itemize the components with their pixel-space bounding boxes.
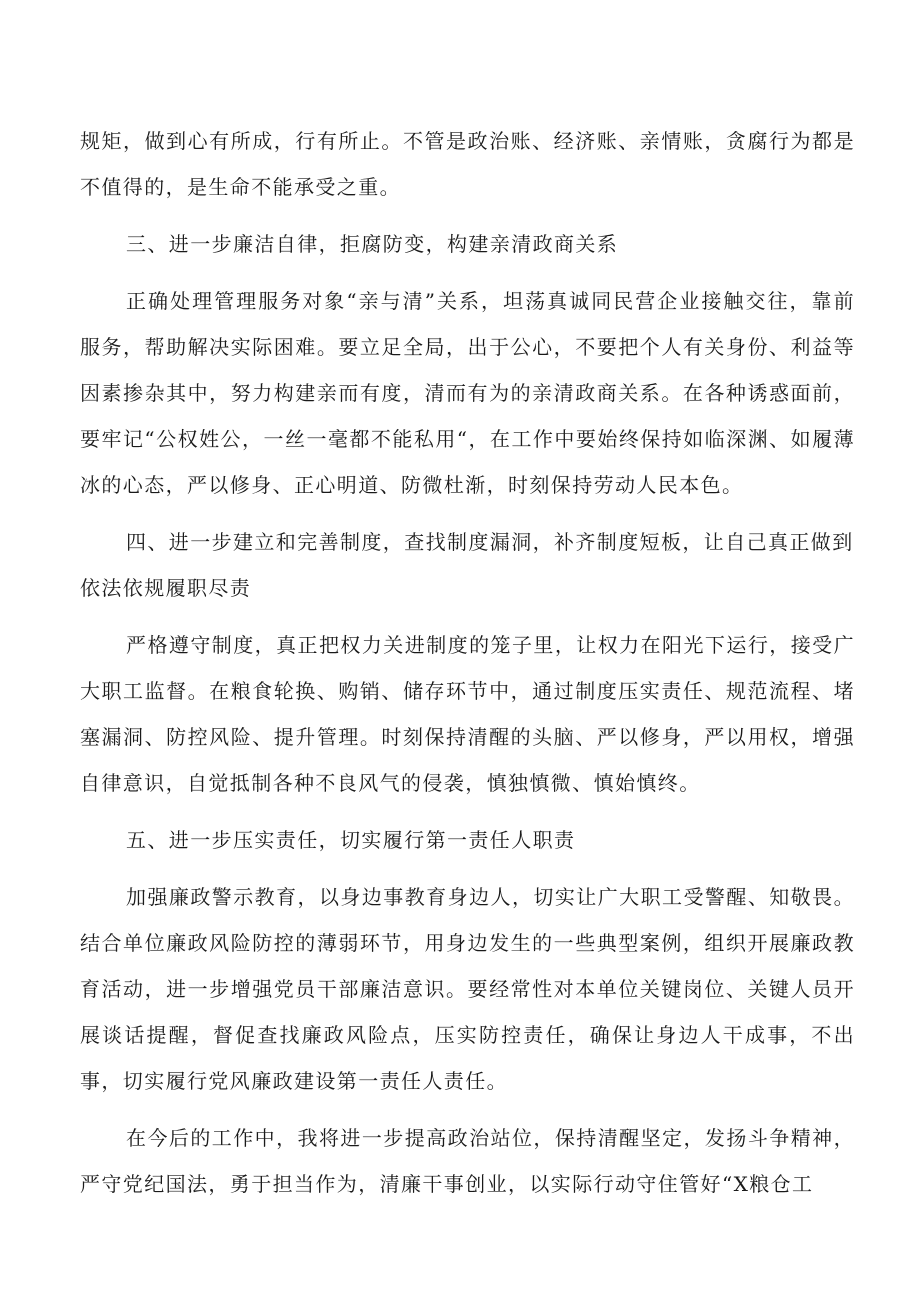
section-heading-3: 三、进一步廉洁自律，拒腐防变，构建亲清政商关系 — [126, 232, 619, 256]
body-paragraph-3: 严格遵守制度，真正把权力关进制度的笼子里，让权力在阳光下运行，接受广大职工监督。在粮食轮换、购销、储存环节中，通过制度压实责任、规范流程、堵塞漏洞、防控风险、提升管理。时刻保持清醒的头脑、严以修身，严以用权，增强自律意识，自觉抵制各种不良风气的侵袭，慎独慎微、慎始慎终。 — [80, 633, 855, 795]
body-paragraph-5: 在今后的工作中，我将进一步提高政治站位，保持清醒坚定，发扬斗争精神，严守党纪国法，勇于担当作为，清廉干事创业，以实际行动守住管好“X粮仓工 — [80, 1126, 855, 1196]
section-heading-5: 五、进一步压实责任，切实履行第一责任人职责 — [126, 828, 576, 852]
section-heading-4: 四、进一步建立和完善制度，查找制度漏洞，补齐制度短板，让自己真正做到依法依规履职尽责 — [80, 530, 854, 600]
body-paragraph-1: 规矩，做到心有所成，行有所止。不管是政治账、经济账、亲情账，贪腐行为都是不值得的，是生命不能承受之重。 — [80, 129, 855, 199]
document-body — [80, 118, 855, 1218]
body-paragraph-4: 加强廉政警示教育，以身边事教育身边人，切实让广大职工受警醒、知敬畏。结合单位廉政风险防控的薄弱环节，用身边发生的一些典型案例，组织开展廉政教育活动，进一步增强党员干部廉洁意识。要经常性对本单位关键岗位、关键人员开展谈话提醒，督促查找廉政风险点，压实防控责任，确保让身边人干成事，不出事，切实履行党风廉政建设第一责任人责任。 — [80, 885, 855, 1093]
body-paragraph-2: 正确处理管理服务对象“亲与清”关系，坦荡真诚同民营企业接触交往，靠前服务，帮助解决实际困难。要立足全局，出于公心，不要把个人有关身份、利益等因素掺杂其中，努力构建亲而有度，清而有为的亲清政商关系。在各种诱惑面前，要牢记“公权姓公，一丝一毫都不能私用“，在工作中要始终保持如临深渊、如履薄冰的心态，严以修身、正心明道、防微杜渐，时刻保持劳动人民本色。 — [80, 289, 855, 497]
